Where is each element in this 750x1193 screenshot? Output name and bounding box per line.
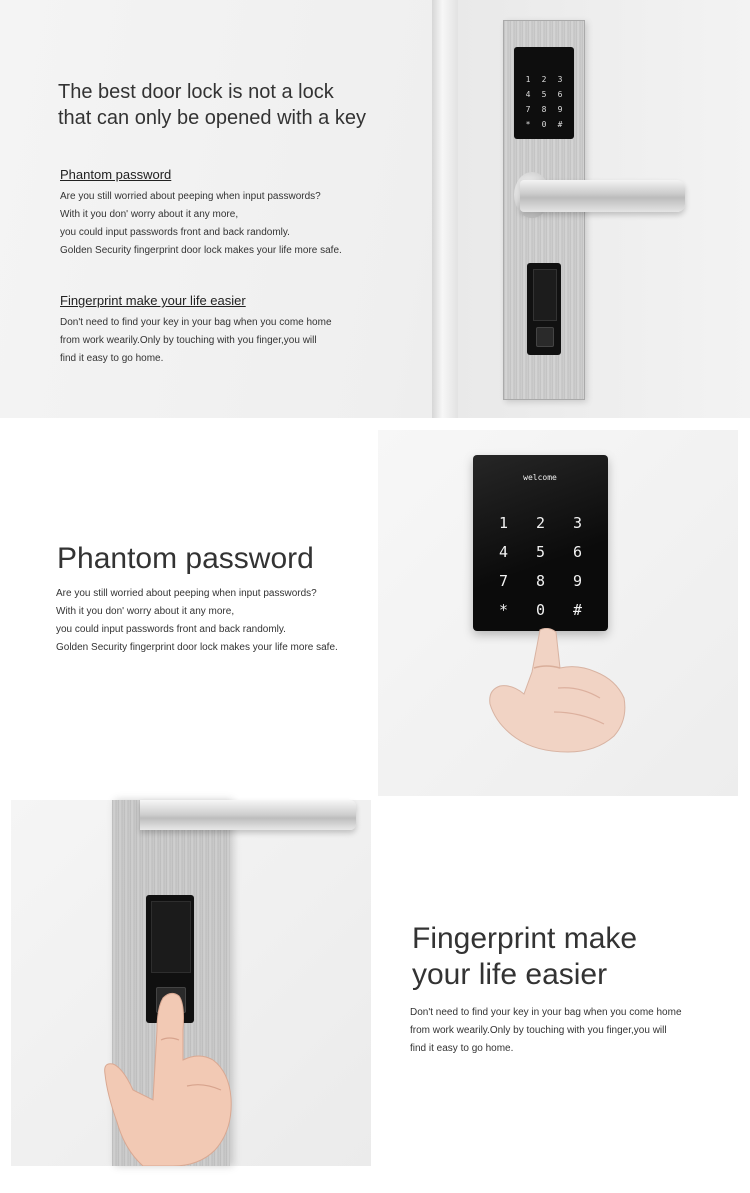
paragraph-line: find it easy to go home. [60,353,164,364]
fingerprint-window [533,269,557,321]
keypad-key: 6 [572,543,583,561]
keypad-key: 2 [541,75,547,84]
keypad-key: 2 [535,514,546,532]
keypad-key: 6 [557,90,563,99]
keypad-key: 7 [498,572,509,590]
keypad-key: 1 [525,75,531,84]
paragraph-line: from work wearily.Only by touching with you finger,you will [60,335,317,346]
hero-section [0,0,750,418]
finger-pressing-sensor-icon [103,990,243,1166]
keypad-key: 0 [541,120,547,129]
keypad-key: 5 [541,90,547,99]
door-edge [432,0,458,418]
paragraph-line: find it easy to go home. [410,1043,514,1054]
phantom-heading: Phantom password [60,167,172,182]
paragraph-line: Don't need to find your key in your bag when you come home [60,317,332,328]
keypad-key: 5 [535,543,546,561]
keypad-key: 9 [572,572,583,590]
paragraph-line: With it you don' worry about it any more, [56,606,235,617]
fingerprint-paragraph [60,314,332,368]
paragraph-line: With it you don' worry about it any more, [60,209,239,220]
paragraph-line: from work wearily.Only by touching with you finger,you will [410,1025,667,1036]
fingerprint-title: Fingerprint make your life easier [412,922,638,991]
paragraph-line: Golden Security fingerprint door lock makes your life more safe. [56,642,338,653]
lock-keypad [514,47,574,139]
keypad-key: * [525,120,531,129]
keypad-key: 3 [572,514,583,532]
keypad-key: 9 [557,105,563,114]
keypad-key: 7 [525,105,531,114]
paragraph-line: you could input passwords front and back randomly. [60,227,290,238]
paragraph-line: Golden Security fingerprint door lock makes your life more safe. [60,245,342,256]
fingerprint-sensor-icon [536,327,554,347]
keypad-key: 4 [525,90,531,99]
fingerprint-window [151,901,191,973]
keypad-key: 0 [535,601,546,619]
paragraph-line: Are you still worried about peeping when input passwords? [56,588,317,599]
door-handle [140,800,356,830]
keypad-key: # [572,601,583,619]
touch-keypad [473,455,608,631]
oled-welcome-text: welcome [523,473,557,482]
paragraph-line: Are you still worried about peeping when input passwords? [60,191,321,202]
keypad-screen [522,53,566,63]
paragraph-line: you could input passwords front and back randomly. [56,624,286,635]
keypad-grid [520,75,568,129]
fingerprint-description [410,1004,682,1058]
phantom-password-paragraph [56,585,338,657]
keypad-key: * [498,601,509,619]
phantom-paragraph [60,188,342,260]
fingerprint-heading: Fingerprint make your life easier [60,293,246,308]
paragraph-line: Don't need to find your key in your bag when you come home [410,1007,682,1018]
phantom-password-title: Phantom password [57,542,314,575]
fingerprint-module [527,263,561,355]
keypad-key: 8 [541,105,547,114]
door-handle [520,180,685,212]
oled-display [513,473,567,499]
hand-touching-keypad-icon [488,628,628,754]
keypad-key: 1 [498,514,509,532]
keypad-key: 3 [557,75,563,84]
touch-keypad-grid [485,514,596,619]
keypad-key: 8 [535,572,546,590]
keypad-key: 4 [498,543,509,561]
hero-title: The best door lock is not a lock that can only be opened with a key [58,81,366,129]
keypad-key: # [557,120,563,129]
